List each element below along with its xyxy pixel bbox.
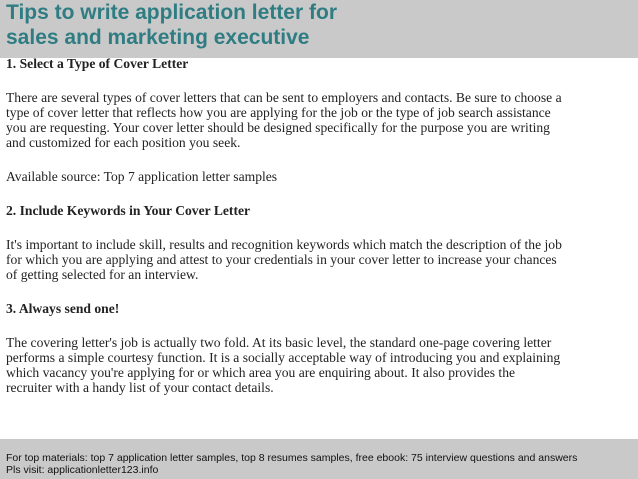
section-1-line-4: and customized for each position you seek.: [6, 135, 241, 150]
section-3-heading: 3. Always send one!: [6, 301, 120, 316]
section-3-line-3: which vacancy you're applying for or which area you are enquiring about. It also provides the: [6, 365, 516, 380]
section-1-line-2: type of cover letter that reflects how you are applying for the job or the type of job search assistance: [6, 105, 551, 120]
title-line-2: sales and marketing executive: [6, 26, 310, 49]
title-line-1: Tips to write application letter for: [6, 1, 337, 24]
section-3-line-2: performs a simple courtesy function. It is a socially acceptable way of introducing you and explaining: [6, 350, 561, 365]
section-3-line-1: The covering letter's job is actually two fold. At its basic level, the standard one-page covering letter: [6, 335, 552, 350]
section-2-line-1: It's important to include skill, results and recognition keywords which match the description of the job: [6, 237, 562, 252]
section-2-paragraph: [6, 237, 632, 282]
available-source: Available source: Top 7 application letter samples: [6, 169, 278, 184]
section-3-line-4: recruiter with a handy list of your contact details.: [6, 380, 274, 395]
footer-line-2: Pls visit: applicationletter123.info: [6, 464, 159, 476]
section-2-heading: 2. Include Keywords in Your Cover Letter: [6, 203, 251, 218]
footer-text: [6, 452, 577, 476]
content-body: [6, 56, 632, 395]
footer-bar: [0, 439, 638, 479]
section-3-paragraph: [6, 335, 632, 395]
section-1-paragraph: [6, 90, 632, 150]
section-2-line-2: for which you are applying and attest to your credentials in your cover letter to increase your chances: [6, 252, 557, 267]
section-1-line-3: you are requesting. Your cover letter should be designed specifically for the purpose you are writing: [6, 120, 550, 135]
footer-line-1: For top materials: top 7 application letter samples, top 8 resumes samples, free ebook: 75 interview questions and answers: [6, 452, 578, 464]
section-1-line-1: There are several types of cover letters that can be sent to employers and contacts. Be sure to choose a: [6, 90, 562, 105]
slide-title: [6, 0, 337, 50]
title-bar: [0, 0, 638, 58]
section-1-heading: 1. Select a Type of Cover Letter: [6, 56, 189, 71]
section-2-line-3: of getting selected for an interview.: [6, 267, 199, 282]
